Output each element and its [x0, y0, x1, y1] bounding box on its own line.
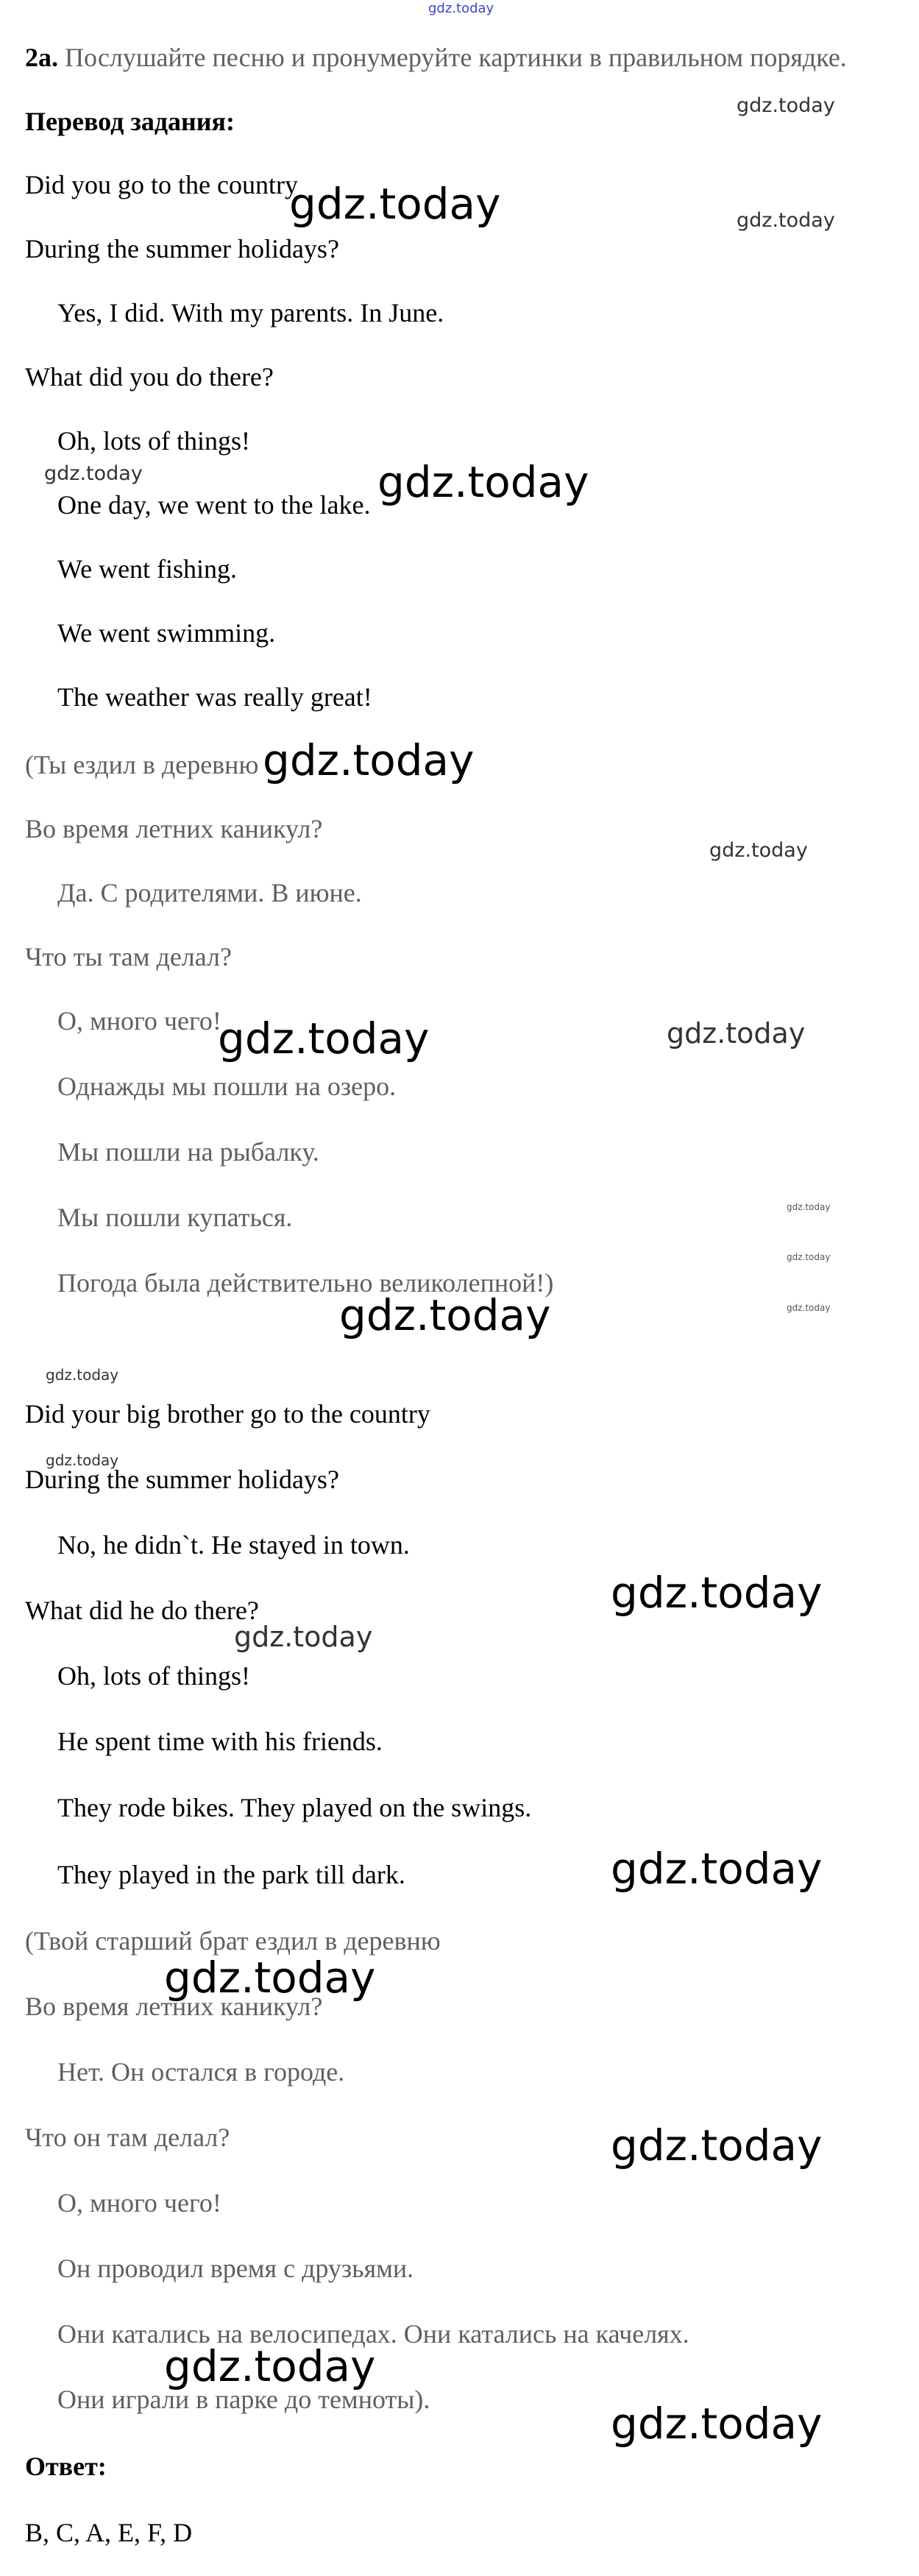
song1-en-line: During the summer holidays? — [25, 234, 339, 263]
watermark: gdz.today — [164, 1953, 376, 2003]
song1-en-line: We went fishing. — [57, 554, 238, 584]
watermark: gdz.today — [611, 1568, 823, 1618]
watermark: gdz.today — [667, 1017, 806, 1050]
watermark: gdz.today — [611, 1844, 823, 1894]
watermark: gdz.today — [787, 1303, 831, 1313]
song1-en-line: Oh, lots of things! — [57, 426, 251, 456]
task-instruction: Послушайте песню и пронумеруйте картинки в правильном порядке. — [65, 43, 847, 72]
song1-ru-line: Погода была действительно великолепной!) — [57, 1268, 554, 1298]
answer-text: B, C, A, E, F, D — [25, 2518, 193, 2547]
song2-en-line: What did he do there? — [25, 1596, 259, 1625]
watermark: gdz.today — [234, 1621, 373, 1653]
song1-en-line: The weather was really great! — [57, 682, 372, 712]
song1-ru-line: Что ты там делал? — [25, 942, 233, 972]
song1-ru-line: Во время летних каникул? — [25, 814, 323, 843]
song1-ru-line: Мы пошли купаться. — [57, 1203, 293, 1232]
song2-ru-line: Они играли в парке до темноты). — [57, 2385, 430, 2414]
task-number: 2a. — [25, 43, 58, 72]
song2-en-line: During the summer holidays? — [25, 1465, 339, 1494]
task-line — [25, 41, 847, 74]
watermark: gdz.today — [263, 735, 475, 785]
watermark: gdz.today — [787, 1252, 831, 1262]
song2-en-line: Oh, lots of things! — [57, 1661, 251, 1691]
song1-en-line: Did you go to the country — [25, 170, 298, 199]
song1-ru-line: Однажды мы пошли на озеро. — [57, 1072, 397, 1101]
song1-ru-line: Да. С родителями. В июне. — [57, 878, 362, 907]
watermark: gdz.today — [737, 94, 835, 117]
song2-ru-line: Во время летних каникул? — [25, 1992, 323, 2021]
song2-ru-line: Он проводил время с друзьями. — [57, 2254, 414, 2283]
translation-heading: Перевод задания: — [25, 107, 235, 136]
watermark: gdz.today — [428, 1, 494, 16]
song2-en-line: Did your big brother go to the country — [25, 1399, 430, 1429]
song1-ru-line: Мы пошли на рыбалку. — [57, 1137, 319, 1167]
watermark: gdz.today — [611, 2120, 823, 2170]
watermark: gdz.today — [709, 839, 808, 862]
song1-ru-line: (Ты ездил в деревню — [25, 750, 259, 779]
song1-ru-line: О, много чего! — [57, 1006, 221, 1036]
watermark: gdz.today — [787, 1202, 831, 1212]
watermark: gdz.today — [46, 1366, 119, 1384]
answer-heading: Ответ: — [25, 2452, 107, 2481]
song2-ru-line: Что он там делал? — [25, 2123, 230, 2152]
watermark: gdz.today — [377, 457, 589, 507]
watermark: gdz.today — [46, 1451, 119, 1469]
song2-ru-line: Они катались на велосипедах. Они катались на качелях. — [57, 2319, 689, 2349]
song2-en-line: No, he didn`t. He stayed in town. — [57, 1530, 410, 1560]
song1-en-line: What did you do there? — [25, 362, 274, 392]
watermark: gdz.today — [737, 209, 835, 232]
watermark: gdz.today — [44, 462, 143, 485]
song1-en-line: One day, we went to the lake. — [57, 490, 371, 520]
song2-en-line: He spent time with his friends. — [57, 1727, 383, 1756]
song2-ru-line: О, много чего! — [57, 2188, 221, 2218]
song2-en-line: They played in the park till dark. — [57, 1860, 405, 1889]
watermark: gdz.today — [611, 2399, 823, 2449]
song2-ru-line: Нет. Он остался в городе. — [57, 2057, 345, 2087]
song1-en-line: Yes, I did. With my parents. In June. — [57, 298, 444, 328]
watermark: gdz.today — [218, 1013, 430, 1064]
watermark: gdz.today — [164, 2341, 376, 2391]
watermark: gdz.today — [289, 179, 501, 229]
song2-en-line: They rode bikes. They played on the swings. — [57, 1793, 532, 1822]
song1-en-line: We went swimming. — [57, 618, 276, 648]
watermark: gdz.today — [339, 1290, 551, 1340]
song2-ru-line: (Твой старший брат ездил в деревню — [25, 1926, 441, 1956]
